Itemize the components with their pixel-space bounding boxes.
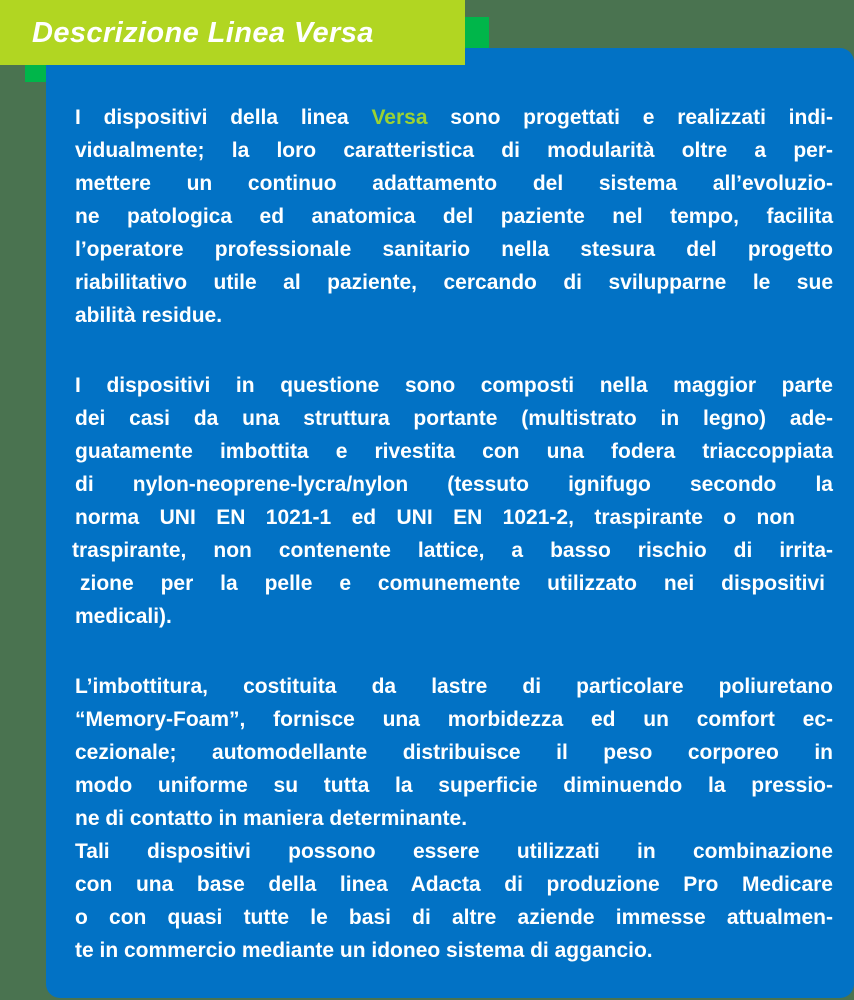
text-fragment: I dispositivi della linea [75,106,372,129]
paragraph-padding [75,670,833,967]
text-line: Tali dispositivi possono essere utilizzati in combinazione [75,840,833,863]
text-line: con una base della linea Adacta di produzione Pro Medicare [75,873,833,896]
text-line: o con quasi tutte le basi di altre aziende immesse attualmen- [75,906,833,929]
text-line: riabilitativo utile al paziente, cercando di svilupparne le sue [75,271,833,294]
text-line: abilità residue. [75,304,223,327]
brand-highlight-versa: Versa [371,106,428,129]
text-line: mettere un continuo adattamento del sistema all’evoluzio- [75,172,833,195]
text-line: I dispositivi in questione sono composti nella maggior parte [75,374,833,397]
paragraph-intro [75,101,833,332]
text-line: medicali). [75,605,172,628]
text-line [75,501,795,534]
description-content [72,101,833,967]
text-fragment: norma [75,506,160,529]
text-line: ne patologica ed anatomica del paziente nel tempo, facilita [75,205,833,228]
text-line: dei casi da una struttura portante (multistrato in legno) ade- [75,407,833,430]
standard-reference: UNI EN 1021-1 ed UNI EN 1021-2 [159,506,569,529]
text-line: l’operatore professionale sanitario nella stesura del progetto [75,238,833,261]
paragraph-materials [72,369,833,633]
text-line: cezionale; automodellante distribuisce il peso corporeo in [75,741,833,764]
text-line [75,101,833,134]
text-line: L’imbottitura, costituita da lastre di particolare poliuretano [75,675,833,698]
text-fragment: , traspirante o non [568,506,796,529]
text-line: guatamente imbottita e rivestita con una fodera triaccoppiata [75,440,833,463]
text-line: modo uniforme su tutta la superficie diminuendo la pressio- [75,774,833,797]
text-line: di nylon-neoprene-lycra/nylon (tessuto ignifugo secondo la [75,473,833,496]
text-line: “Memory-Foam”, fornisce una morbidezza ed un comfort ec- [75,708,833,731]
text-line: zione per la pelle e comunemente utilizzato nei dispositivi [80,572,825,595]
text-line: vidualmente; la loro caratteristica di modularità oltre a per- [75,139,833,162]
text-line: traspirante, non contenente lattice, a basso rischio di irrita- [72,539,833,562]
text-line: ne di contatto in maniera determinante. [75,807,468,830]
text-line: te in commercio mediante un idoneo sistema di aggancio. [75,939,653,962]
text-fragment: sono progettati e realizzati indi- [427,106,833,129]
page-title: Descrizione Linea Versa [32,17,374,49]
title-banner [0,0,465,65]
